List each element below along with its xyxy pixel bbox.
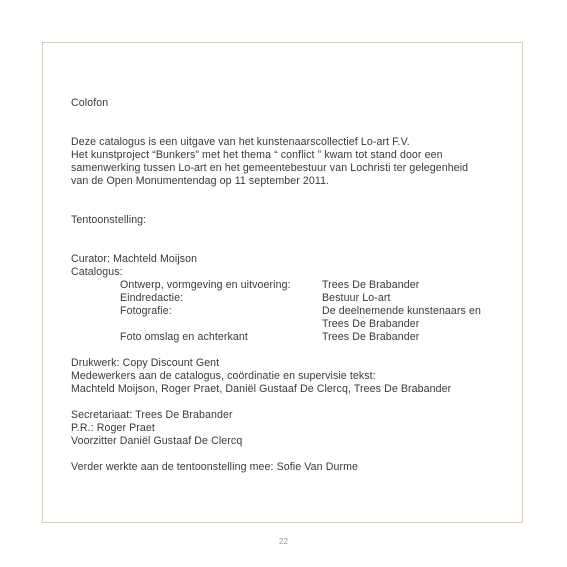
org-line: P.R.: Roger Praet [71, 422, 155, 434]
catalog-label: Catalogus: [71, 266, 123, 278]
colophon-text [71, 97, 511, 474]
page-number: 22 [279, 537, 288, 546]
org-line: Voorzitter Daniël Gustaaf De Clercq [71, 435, 243, 447]
catalog-row-label: Foto omslag en achterkant [120, 331, 248, 343]
print-line: Medewerkers aan de catalogus, coördinatie en supervisie tekst: [71, 370, 376, 382]
catalog-row-value: Trees De Brabander [322, 318, 420, 330]
catalog-row [71, 292, 511, 305]
print-line: Drukwerk: Copy Discount Gent [71, 357, 220, 369]
catalog-row-value: Bestuur Lo-art [322, 292, 391, 304]
intro-line: Het kunstproject “Bunkers” met het thema “ conflict ” kwam tot stand door een [71, 149, 443, 161]
catalog-row [71, 331, 511, 344]
catalog-row-value: De deelnemende kunstenaars en [322, 305, 481, 317]
catalog-row-value: Trees De Brabander [322, 279, 420, 291]
catalog-row-value: Trees De Brabander [322, 331, 420, 343]
catalog-row-label [71, 318, 322, 331]
intro-line: samenwerking tussen Lo-art en het gemeentebestuur van Lochristi ter gelegenheid [71, 162, 469, 174]
colophon-heading: Colofon [71, 97, 109, 109]
catalog-row-label: Fotografie: [120, 305, 172, 317]
intro-line: van de Open Monumentendag op 11 september 2011. [71, 175, 330, 187]
closing-line: Verder werkte aan de tentoonstelling mee: Sofie Van Durme [71, 461, 358, 473]
catalog-row-label: Eindredactie: [120, 292, 184, 304]
org-line: Secretariaat: Trees De Brabander [71, 409, 233, 421]
exhibition-label: Tentoonstelling: [71, 214, 147, 226]
catalog-row [71, 279, 511, 292]
catalog-row [71, 305, 511, 318]
print-line: Machteld Moijson, Roger Praet, Daniël Gustaaf De Clercq, Trees De Brabander [71, 383, 452, 395]
curator-line: Curator: Machteld Moijson [71, 253, 198, 265]
intro-line: Deze catalogus is een uitgave van het kunstenaarscollectief Lo-art F.V. [71, 136, 410, 148]
catalog-row-label: Ontwerp, vormgeving en uitvoering: [120, 279, 291, 291]
catalog-row [71, 318, 511, 331]
